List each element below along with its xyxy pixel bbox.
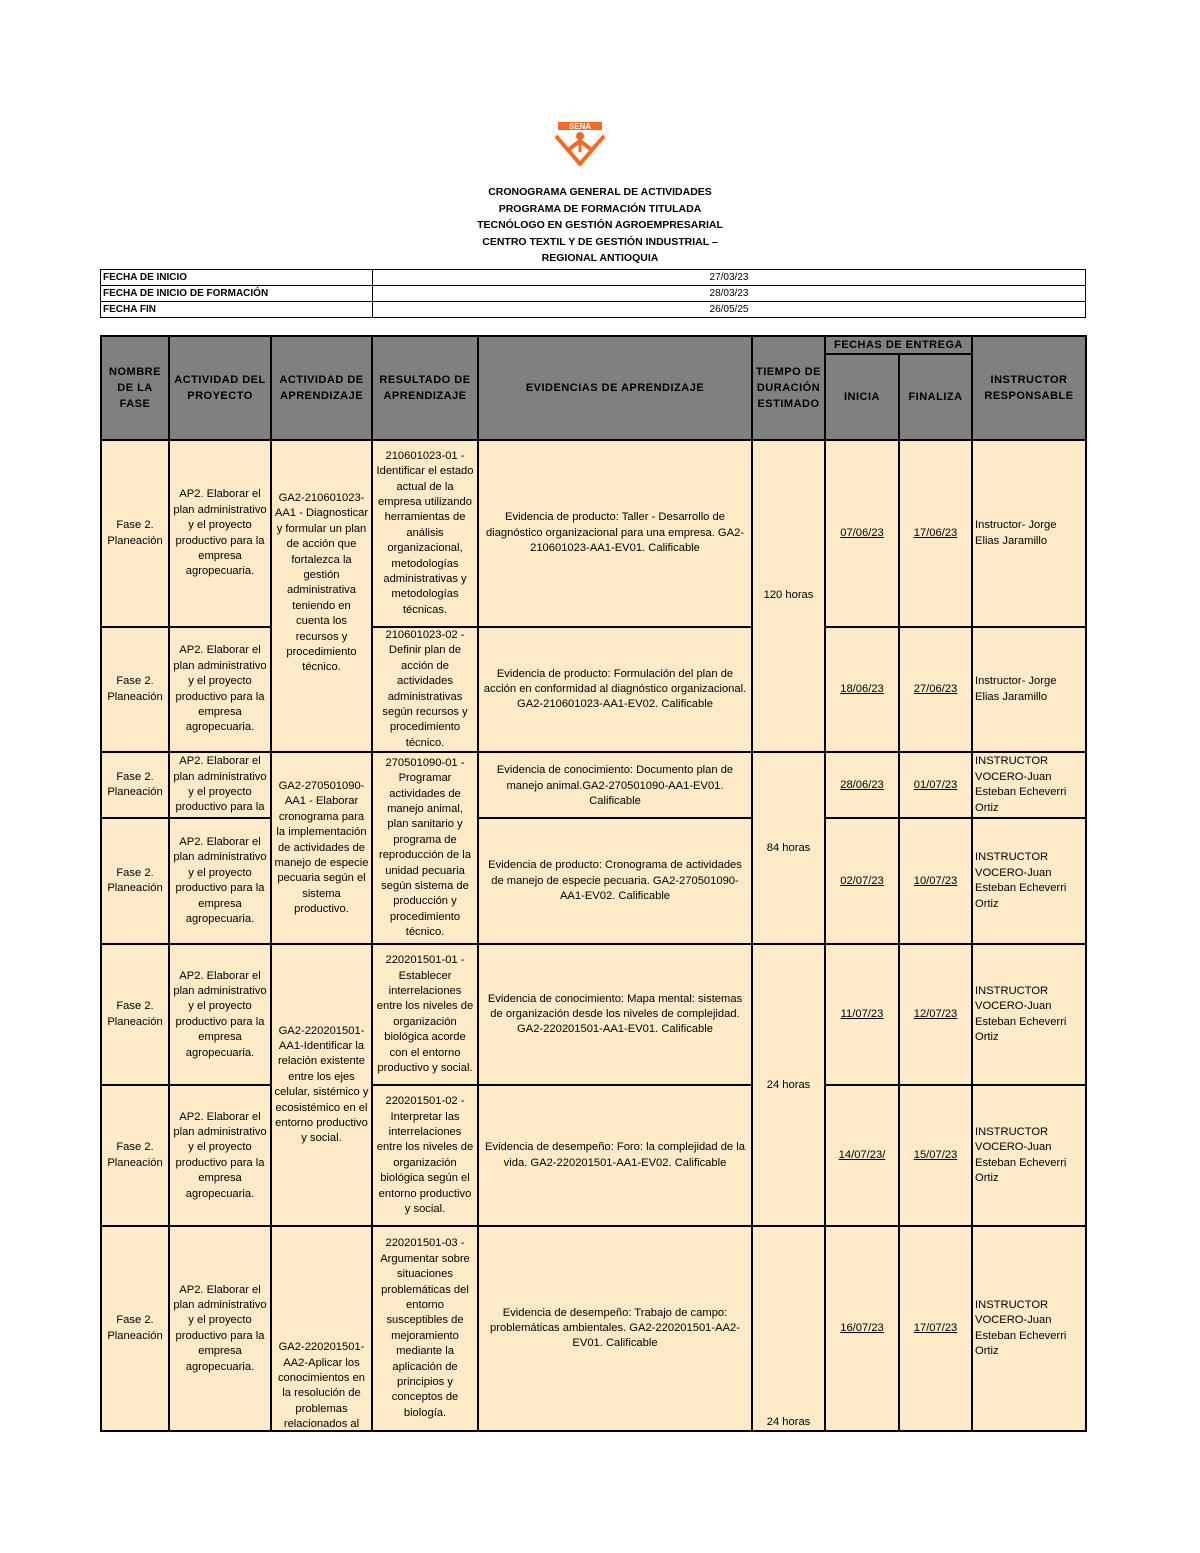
instructor-cell: INSTRUCTOR VOCERO-Juan Esteban Echeverri Ortiz: [972, 944, 1086, 1085]
instructor-cell: Instructor- Jorge Elias Jaramillo: [972, 440, 1086, 627]
col-header-evidencias: EVIDENCIAS DE APRENDIZAJE: [478, 336, 752, 440]
fecha-finaliza-cell: 17/07/23: [899, 1226, 972, 1431]
title-line: TECNÓLOGO EN GESTIÓN AGROEMPRESARIAL: [477, 219, 723, 231]
actividad-proyecto-cell: AP2. Elaborar el plan administrativo y el proyecto productivo para la empresa agropecuaria.: [169, 818, 271, 944]
instructor-cell: INSTRUCTOR VOCERO-Juan Esteban Echeverri Ortiz: [972, 752, 1086, 818]
fase-cell: Fase 2. Planeación: [101, 440, 169, 627]
table-row: [101, 440, 1086, 627]
resultado-cell: 210601023-02 - Definir plan de acción de actividades administrativas según recursos y procedimiento técnico.: [372, 627, 478, 752]
col-header-instructor: INSTRUCTOR RESPONSABLE: [972, 336, 1086, 440]
actividad-aprendizaje-cell: [271, 1226, 372, 1431]
fecha-finaliza-cell: 01/07/23: [899, 752, 972, 818]
fecha-finaliza-cell: 27/06/23: [899, 627, 972, 752]
resultado-cell: 220201501-02 - Interpretar las interrelaciones entre los niveles de organización biológica según el entorno productivo y social.: [372, 1085, 478, 1226]
sena-logo: [552, 122, 608, 166]
table-row: [101, 818, 1086, 944]
fecha-inicia-cell: 18/06/23: [825, 627, 899, 752]
table-row: [101, 944, 1086, 1085]
fecha-inicia-cell: 02/07/23: [825, 818, 899, 944]
title-line: CENTRO TEXTIL Y DE GESTIÓN INDUSTRIAL –: [482, 236, 718, 248]
evidencia-cell: Evidencia de conocimiento: Mapa mental: sistemas de organización desde los niveles de complejidad. GA2-220201501-AA1-EV01. Calificable: [478, 944, 752, 1085]
fecha-finaliza-cell: 12/07/23: [899, 944, 972, 1085]
actividad-aprendizaje-text: GA2-220201501-AA2-Aplicar los conocimientos en la resolución de problemas relacionados al: [277, 1341, 366, 1431]
col-header-actividad-proyecto: ACTIVIDAD DEL PROYECTO: [169, 336, 271, 440]
table-row: [101, 1226, 1086, 1431]
info-label: FECHA DE INICIO DE FORMACIÓN: [101, 286, 373, 302]
fase-cell: Fase 2. Planeación: [101, 818, 169, 944]
fase-cell: Fase 2. Planeación: [101, 1226, 169, 1431]
info-value: 28/03/23: [373, 286, 1086, 302]
fase-cell: Fase 2. Planeación: [101, 944, 169, 1085]
col-header-resultado: RESULTADO DE APRENDIZAJE: [372, 336, 478, 440]
actividad-aprendizaje-cell: GA2-210601023-AA1 - Diagnosticar y formular un plan de acción que fortalezca la gestión administrativa teniendo en cuenta los recursos y procedimiento técnico.: [271, 440, 372, 752]
tiempo-cell: 24 horas: [752, 944, 825, 1226]
col-header-inicia: INICIA: [825, 354, 899, 440]
title-line: REGIONAL ANTIOQUIA: [541, 252, 659, 264]
info-label: FECHA DE INICIO: [101, 270, 373, 286]
info-label: FECHA FIN: [101, 302, 373, 318]
fecha-inicia-cell: 28/06/23: [825, 752, 899, 818]
fecha-finaliza-cell: 17/06/23: [899, 440, 972, 627]
title-line: PROGRAMA DE FORMACIÓN TITULADA: [498, 203, 702, 215]
instructor-cell: INSTRUCTOR VOCERO-Juan Esteban Echeverri Ortiz: [972, 818, 1086, 944]
info-row: [101, 302, 1086, 318]
actividad-proyecto-cell: AP2. Elaborar el plan administrativo y el proyecto productivo para la empresa agropecuaria.: [169, 440, 271, 627]
tiempo-cell: 84 horas: [752, 752, 825, 944]
actividad-proyecto-text: AP2. Elaborar el plan administrativo y el proyecto productivo para la: [173, 755, 267, 814]
evidencia-cell: Evidencia de desempeño: Trabajo de campo: problemáticas ambientales. GA2-220201501-AA2-EV01. Calificable: [478, 1226, 752, 1431]
fecha-inicia-cell: 14/07/23/: [825, 1085, 899, 1226]
table-row: [101, 627, 1086, 752]
actividad-proyecto-cell: [169, 752, 271, 818]
schedule-table: [100, 335, 1087, 1432]
title-line: CRONOGRAMA GENERAL DE ACTIVIDADES: [488, 186, 712, 198]
fase-cell: Fase 2. Planeación: [101, 752, 169, 818]
evidencia-cell: Evidencia de producto: Formulación del plan de acción en conformidad al diagnóstico organizacional. GA2-210601023-AA1-EV02. Calificable: [478, 627, 752, 752]
tiempo-cell: 120 horas: [752, 440, 825, 752]
info-value: 27/03/23: [373, 270, 1086, 286]
col-header-tiempo: TIEMPO DE DURACIÓN ESTIMADO: [752, 336, 825, 440]
info-row: [101, 270, 1086, 286]
evidencia-cell: Evidencia de desempeño: Foro: la complejidad de la vida. GA2-220201501-AA1-EV02. Calificable: [478, 1085, 752, 1226]
tiempo-cell: 24 horas: [752, 1226, 825, 1431]
evidencia-cell: Evidencia de conocimiento: Documento plan de manejo animal.GA2-270501090-AA1-EV01. Calificable: [478, 752, 752, 818]
fecha-finaliza-cell: 10/07/23: [899, 818, 972, 944]
actividad-aprendizaje-cell: GA2-270501090-AA1 - Elaborar cronograma para la implementación de actividades de manejo de especie pecuaria según el sistema productivo.: [271, 752, 372, 944]
actividad-proyecto-cell: AP2. Elaborar el plan administrativo y el proyecto productivo para la empresa agropecuaria.: [169, 1085, 271, 1226]
instructor-cell: Instructor- Jorge Elias Jaramillo: [972, 627, 1086, 752]
fase-cell: Fase 2. Planeación: [101, 1085, 169, 1226]
svg-text:SENA: SENA: [568, 122, 592, 131]
actividad-proyecto-cell: AP2. Elaborar el plan administrativo y el proyecto productivo para la empresa agropecuaria.: [169, 944, 271, 1085]
resultado-cell: 220201501-01 - Establecer interrelaciones entre los niveles de organización biológica acorde con el entorno productivo y social.: [372, 944, 478, 1085]
info-table: [100, 269, 1086, 318]
actividad-proyecto-cell: AP2. Elaborar el plan administrativo y el proyecto productivo para la empresa agropecuaria.: [169, 1226, 271, 1431]
evidencia-cell: Evidencia de producto: Taller - Desarrollo de diagnóstico organizacional para una empresa. GA2-210601023-AA1-EV01. Calificable: [478, 440, 752, 627]
table-row: [101, 1085, 1086, 1226]
resultado-cell: 220201501-03 - Argumentar sobre situaciones problemáticas del entorno susceptibles de mejoramiento mediante la aplicación de principios y conceptos de biología.: [372, 1226, 478, 1431]
evidencia-cell: Evidencia de producto: Cronograma de actividades de manejo de especie pecuaria. GA2-270501090-AA1-EV02. Calificable: [478, 818, 752, 944]
col-header-actividad-aprendizaje: ACTIVIDAD DE APRENDIZAJE: [271, 336, 372, 440]
actividad-aprendizaje-cell: GA2-220201501-AA1-Identificar la relación existente entre los ejes celular, sistémico y ecosistémico en el entorno productivo y social.: [271, 944, 372, 1226]
info-value: 26/05/25: [373, 302, 1086, 318]
fase-cell: Fase 2. Planeación: [101, 627, 169, 752]
actividad-proyecto-cell: AP2. Elaborar el plan administrativo y el proyecto productivo para la empresa agropecuaria.: [169, 627, 271, 752]
col-header-fechas-entrega: FECHAS DE ENTREGA: [825, 336, 972, 354]
fecha-finaliza-cell: 15/07/23: [899, 1085, 972, 1226]
info-row: [101, 286, 1086, 302]
instructor-cell: INSTRUCTOR VOCERO-Juan Esteban Echeverri Ortiz: [972, 1226, 1086, 1431]
col-header-fase: NOMBRE DE LA FASE: [101, 336, 169, 440]
col-header-finaliza: FINALIZA: [899, 354, 972, 440]
resultado-cell: 210601023-01 - Identificar el estado actual de la empresa utilizando herramientas de análisis organizacional, metodologías administrativas y metodologías técnicas.: [372, 440, 478, 627]
instructor-cell: INSTRUCTOR VOCERO-Juan Esteban Echeverri Ortiz: [972, 1085, 1086, 1226]
resultado-cell: 270501090-01 - Programar actividades de manejo animal, plan sanitario y programa de reproducción de la unidad pecuaria según sistema de producción y procedimiento técnico.: [372, 752, 478, 944]
fecha-inicia-cell: 16/07/23: [825, 1226, 899, 1431]
fecha-inicia-cell: 11/07/23: [825, 944, 899, 1085]
fecha-inicia-cell: 07/06/23: [825, 440, 899, 627]
table-row: [101, 752, 1086, 818]
